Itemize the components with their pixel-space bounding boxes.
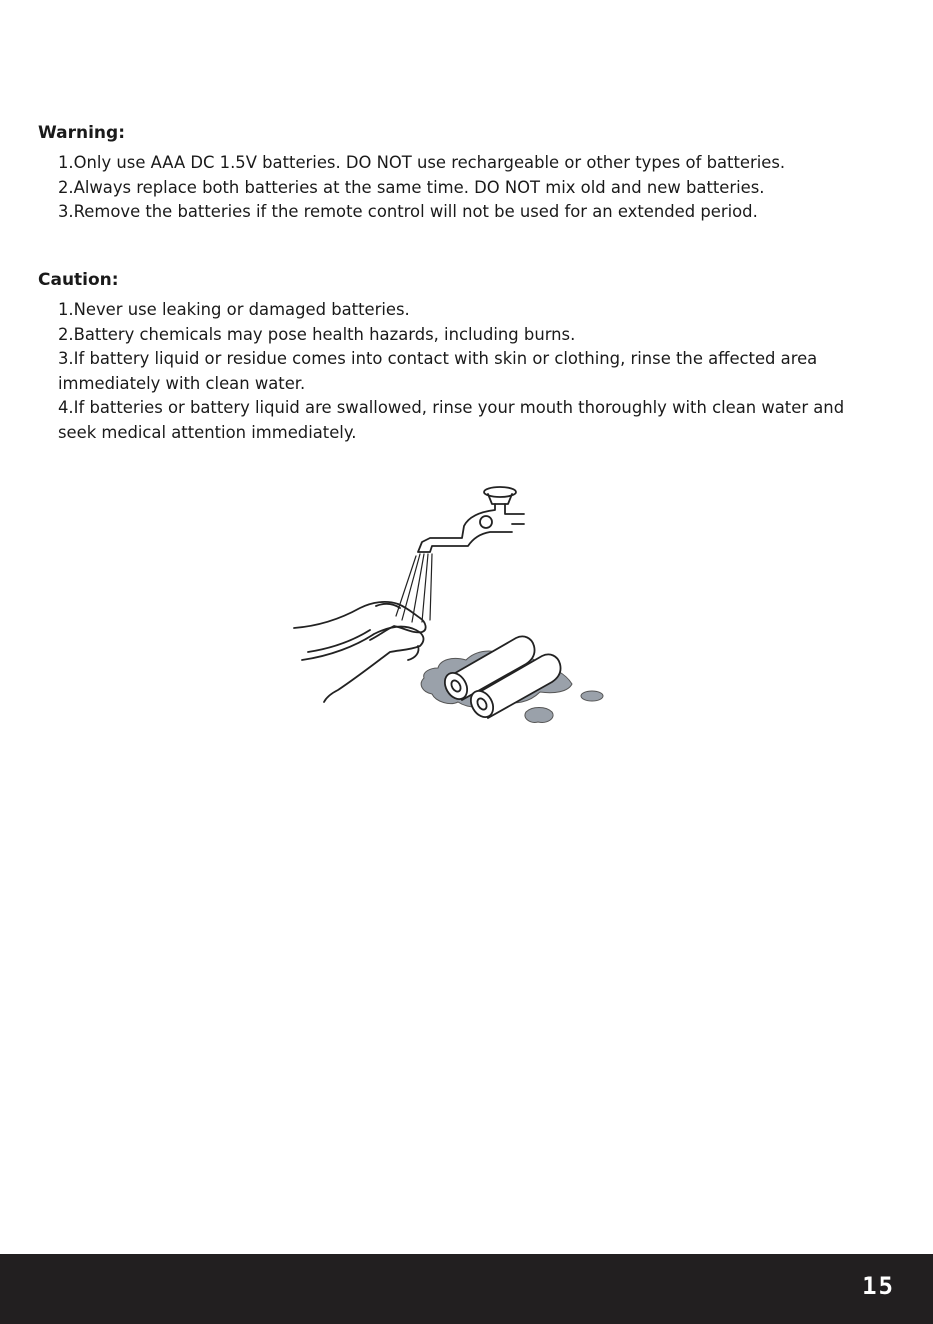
warning-item: 1.Only use AAA DC 1.5V batteries. DO NOT use rechargeable or other types of batteries. [58, 153, 786, 172]
caution-list [38, 298, 848, 445]
page-number: 15 [862, 1272, 895, 1300]
caution-item: 2.Battery chemicals may pose health hazards, including burns. [58, 324, 576, 344]
hand-washing-leaking-batteries-illustration [290, 480, 620, 735]
caution-item: 3.If battery liquid or residue comes into contact with skin or clothing, rinse the affected area immediately with clean water. [58, 349, 818, 393]
warning-list [38, 151, 898, 225]
caution-section [38, 268, 898, 445]
caution-heading: Caution: [38, 270, 119, 290]
warning-heading: Warning: [38, 123, 126, 143]
caution-item: 1.Never use leaking or damaged batteries. [58, 300, 410, 319]
caution-item: 4.If batteries or battery liquid are swallowed, rinse your mouth thoroughly with clean water and seek medical attention immediately. [58, 398, 845, 442]
warning-item: 2.Always replace both batteries at the same time. DO NOT mix old and new batteries. [58, 177, 765, 197]
warning-section [38, 121, 898, 225]
footer-bar [0, 1254, 933, 1324]
warning-item: 3.Remove the batteries if the remote control will not be used for an extended period. [58, 202, 758, 221]
